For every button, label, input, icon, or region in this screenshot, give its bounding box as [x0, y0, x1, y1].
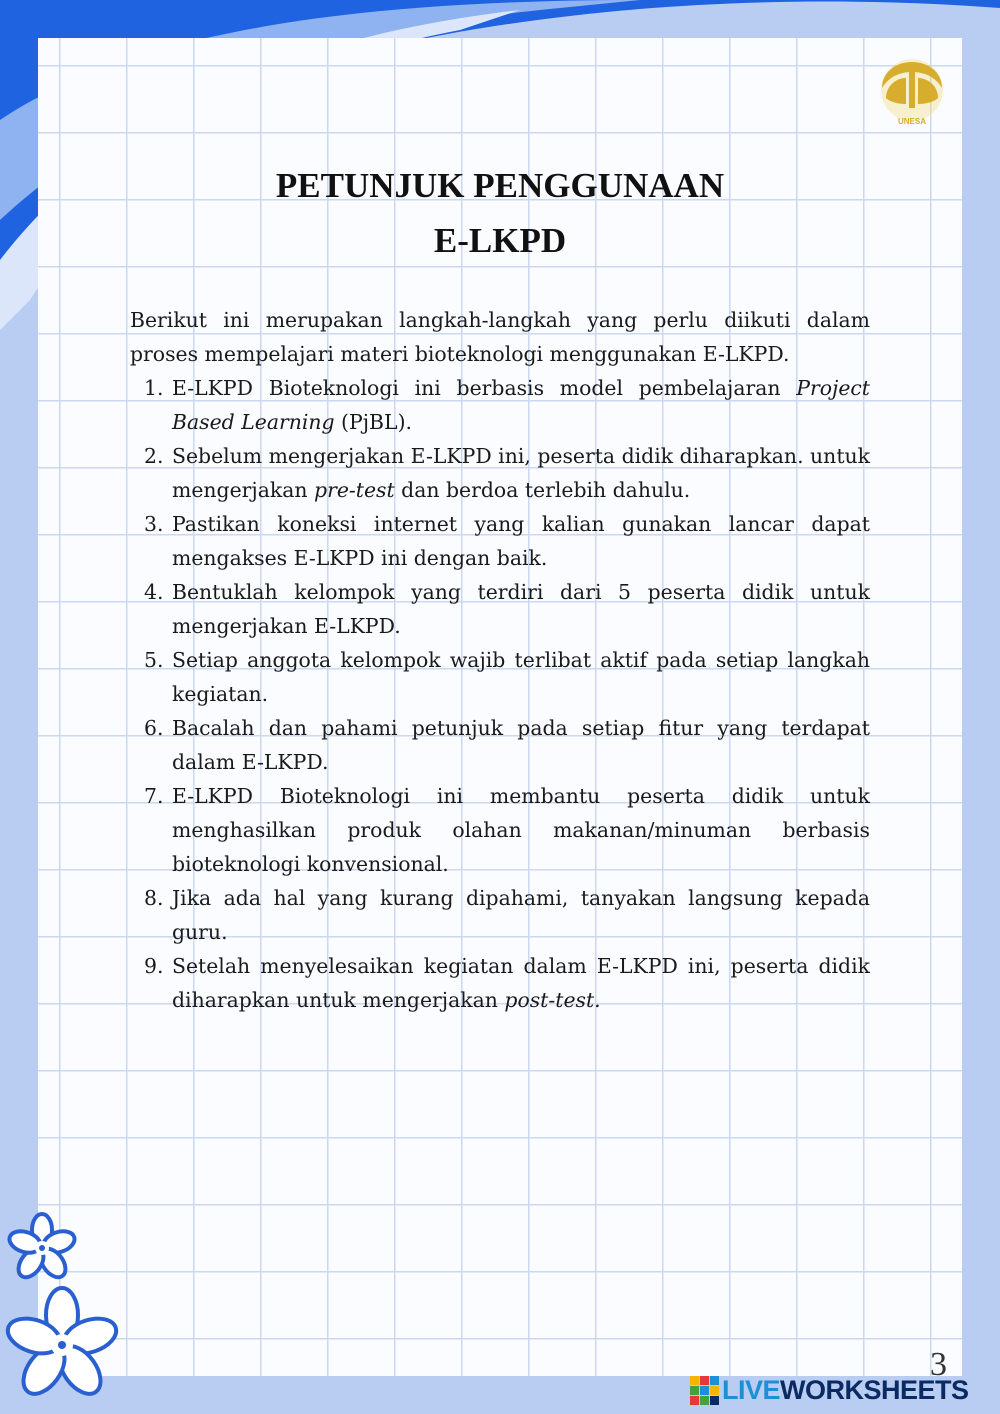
step-text-italic: pre-test — [314, 478, 395, 502]
step-item — [130, 575, 870, 643]
step-number: 3. — [144, 512, 164, 536]
step-text — [172, 716, 870, 774]
logo-text: UNESA — [897, 117, 927, 126]
step-text-part: Bentuklah kelompok yang terdiri dari 5 peserta didik untuk mengerjakan E-LKPD. — [172, 580, 870, 638]
page-title-line1: PETUNJUK PENGGUNAAN — [275, 166, 725, 205]
liveworksheets-watermark — [690, 1374, 969, 1406]
liveworksheets-logo-icon — [690, 1376, 719, 1405]
step-text-part: Setiap anggota kelompok wajib terlibat aktif pada setiap langkah kegiatan. — [172, 648, 870, 706]
step-item — [130, 507, 870, 575]
instructions-body — [130, 303, 870, 1017]
step-text — [172, 444, 870, 502]
step-number: 2. — [144, 444, 164, 468]
step-item — [130, 949, 870, 1017]
step-text-italic: post-test. — [504, 988, 601, 1012]
step-text-part: dan berdoa terlebih dahulu. — [394, 478, 691, 502]
step-item — [130, 371, 870, 439]
step-text-part: Pastikan koneksi internet yang kalian gunakan lancar dapat mengakses E-LKPD ini dengan baik. — [172, 512, 870, 570]
step-item — [130, 643, 870, 711]
step-text — [172, 648, 870, 706]
step-number: 9. — [144, 954, 164, 978]
step-text-part: E-LKPD Bioteknologi ini membantu peserta didik untuk menghasilkan produk olahan makanan/minuman berbasis bioteknologi konvensional. — [172, 784, 870, 876]
step-number: 6. — [144, 716, 164, 740]
step-text-italic: Project Based Learning — [172, 376, 870, 434]
step-text — [172, 376, 870, 434]
step-text-part: E-LKPD Bioteknologi ini berbasis model pembelajaran — [172, 376, 797, 400]
step-text — [172, 512, 870, 570]
step-number: 8. — [144, 886, 164, 910]
step-text-part: Jika ada hal yang kurang dipahami, tanyakan langsung kepada guru. — [172, 886, 870, 944]
page-number: 3 — [930, 1346, 947, 1383]
step-text-part: Sebelum mengerjakan E-LKPD ini, peserta didik diharapkan. untuk mengerjakan — [172, 444, 870, 502]
page-title-line2: E-LKPD — [433, 221, 567, 260]
watermark-live: LIVE — [722, 1375, 781, 1405]
step-number: 7. — [144, 784, 164, 808]
step-number: 1. — [144, 376, 164, 400]
step-text — [172, 784, 870, 876]
intro-paragraph: Berikut ini merupakan langkah-langkah yang perlu diikuti dalam proses mempelajari materi bioteknologi menggunakan E-LKPD. — [130, 308, 870, 366]
step-text — [172, 886, 870, 944]
watermark-text — [722, 1374, 969, 1406]
step-item — [130, 711, 870, 779]
watermark-worksheets: WORKSHEETS — [780, 1375, 969, 1405]
step-item — [130, 881, 870, 949]
step-item — [130, 779, 870, 881]
step-text-part: Bacalah dan pahami petunjuk pada setiap fitur yang terdapat dalam E-LKPD. — [172, 716, 870, 774]
steps-list — [130, 371, 870, 1017]
unesa-logo — [876, 58, 948, 130]
step-text — [172, 580, 870, 638]
step-item — [130, 439, 870, 507]
step-text — [172, 954, 870, 1012]
step-text-part: Setelah menyelesaikan kegiatan dalam E-LKPD ini, peserta didik diharapkan untuk mengerjakan — [172, 954, 870, 1012]
step-number: 4. — [144, 580, 164, 604]
step-number: 5. — [144, 648, 164, 672]
step-text-part: (PjBL). — [334, 410, 413, 434]
